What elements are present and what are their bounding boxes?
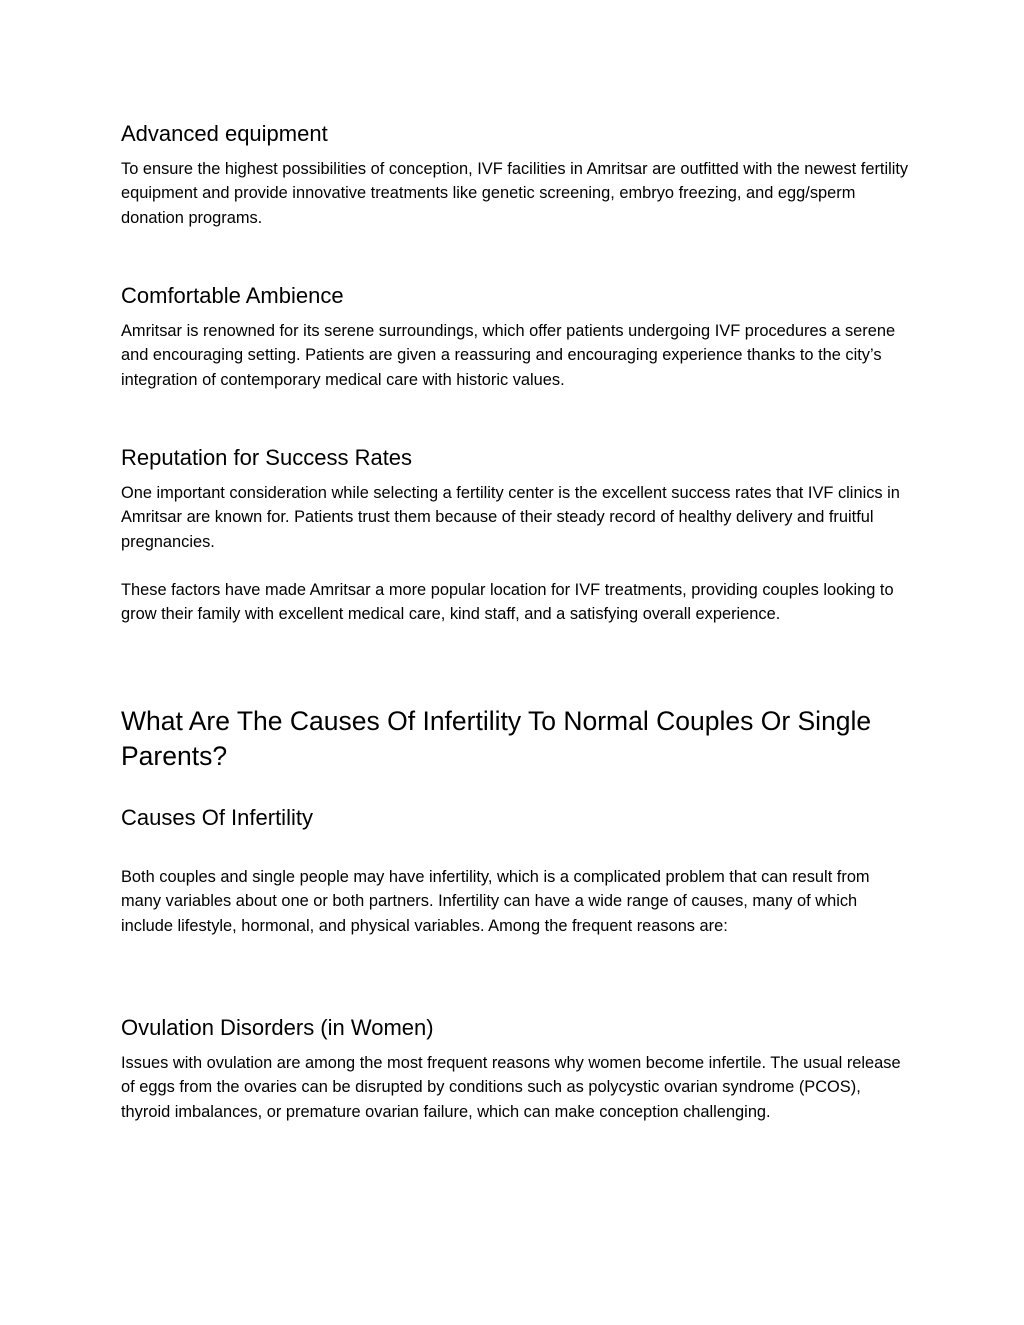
section-heading-comfortable-ambience: Comfortable Ambience — [121, 283, 344, 308]
causes-heading: Causes Of Infertility — [121, 805, 313, 830]
summary-paragraph: These factors have made Amritsar a more popular location for IVF treatments, providing couples looking to grow their family with excellent medical care, kind staff, and a satisfying overall experience. — [121, 581, 894, 624]
section-body-advanced-equipment: To ensure the highest possibilities of conception, IVF facilities in Amritsar are outfitted with the newest fertility equipment and provide innovative treatments like genetic screening, embryo freezing, and egg/sperm donation programs. — [121, 160, 909, 227]
section-body-success-rates: One important consideration while selecting a fertility center is the excellent success rates that IVF clinics in Amritsar are known for. Patients trust them because of their steady record of healthy delivery and fruitful pregnancies. — [121, 484, 900, 551]
causes-intro-paragraph: Both couples and single people may have infertility, which is a complicated problem that can result from many variables about one or both partners. Infertility can have a wide range of causes, many of which include lifestyle, hormonal, and physical variables. Among the frequent reasons are: — [121, 868, 870, 935]
section-heading-advanced-equipment: Advanced equipment — [121, 121, 328, 146]
section-heading-success-rates: Reputation for Success Rates — [121, 445, 413, 470]
section-body-comfortable-ambience: Amritsar is renowned for its serene surroundings, which offer patients undergoing IVF procedures a serene and encouraging setting. Patients are given a reassuring and encouraging experience thanks to the city’s integration of contemporary medical care with historic values. — [121, 322, 896, 389]
main-heading: What Are The Causes Of Infertility To Normal Couples Or Single Parents? — [121, 706, 872, 771]
ovulation-body-paragraph: Issues with ovulation are among the most frequent reasons why women become infertile. The usual release of eggs from the ovaries can be disrupted by conditions such as polycystic ovarian syndrome (PCOS), thyroid imbalances, or premature ovarian failure, which can make conception challenging. — [121, 1054, 901, 1121]
ovulation-heading: Ovulation Disorders (in Women) — [121, 1015, 434, 1040]
